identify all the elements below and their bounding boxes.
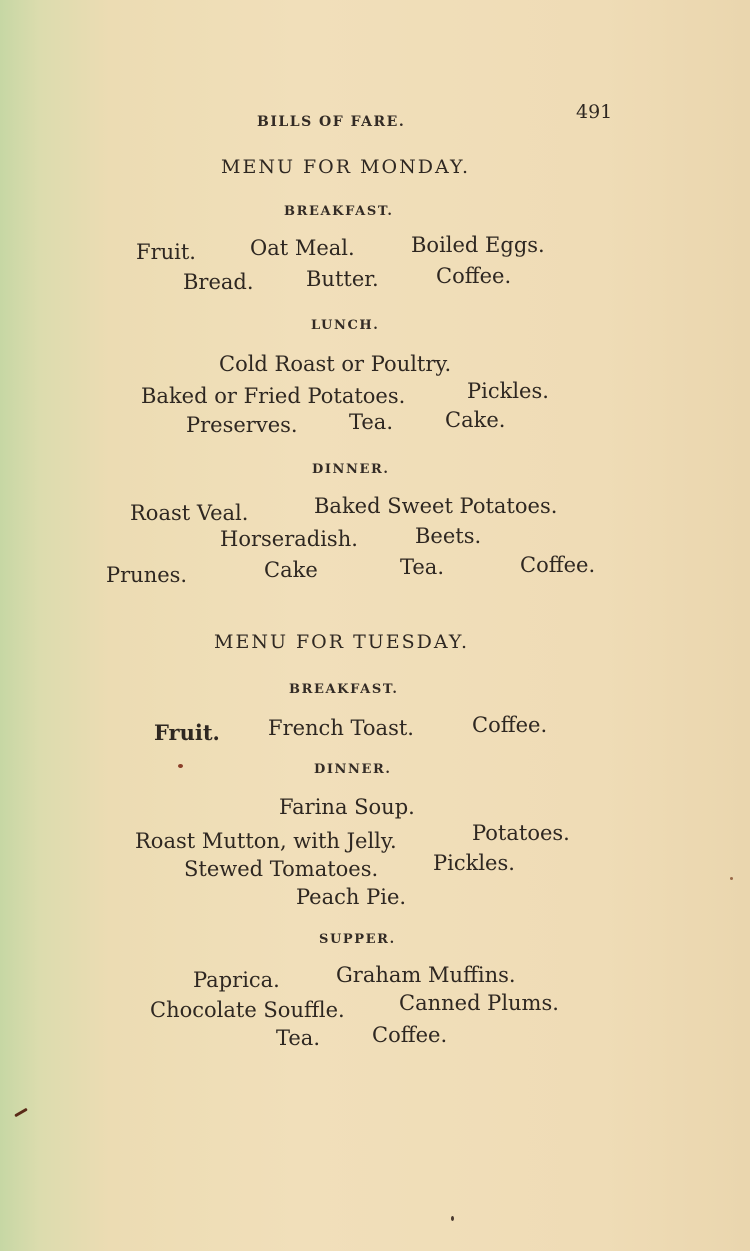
monday-breakfast-heading: BREAKFAST.	[284, 204, 394, 219]
paper-speck	[178, 764, 183, 768]
monday-lunch-item: Preserves.	[186, 413, 298, 437]
monday-dinner-item: Beets.	[415, 524, 482, 548]
monday-lunch-item: Tea.	[349, 410, 393, 434]
tuesday-breakfast-item: French Toast.	[268, 716, 414, 740]
monday-dinner-item: Horseradish.	[220, 527, 358, 551]
page-number: 491	[576, 101, 613, 123]
monday-dinner-item: Baked Sweet Potatoes.	[314, 494, 558, 518]
tuesday-dinner-item: Stewed Tomatoes.	[184, 857, 379, 881]
paper-speck	[730, 877, 733, 880]
monday-breakfast-item: Bread.	[183, 270, 254, 294]
monday-dinner-item: Roast Veal.	[130, 501, 249, 525]
monday-lunch-heading: LUNCH.	[311, 318, 380, 333]
tuesday-dinner-item: Roast Mutton, with Jelly.	[135, 829, 397, 853]
monday-dinner-heading: DINNER.	[312, 462, 390, 477]
tuesday-dinner-item: Farina Soup.	[279, 795, 415, 819]
monday-breakfast-item: Coffee.	[436, 264, 512, 288]
tuesday-dinner-item: Pickles.	[433, 851, 515, 875]
tuesday-dinner-heading: DINNER.	[314, 762, 392, 777]
tuesday-supper-item: Paprica.	[193, 968, 280, 992]
monday-lunch-item: Baked or Fried Potatoes.	[141, 384, 406, 408]
tuesday-breakfast-item: Coffee.	[472, 713, 548, 737]
tuesday-menu-title: MENU FOR TUESDAY.	[214, 631, 469, 653]
monday-lunch-item: Pickles.	[467, 379, 549, 403]
monday-menu-title: MENU FOR MONDAY.	[221, 156, 471, 178]
monday-lunch-item: Cold Roast or Poultry.	[219, 352, 452, 376]
tuesday-breakfast-item: Fruit.	[154, 720, 220, 745]
tuesday-breakfast-heading: BREAKFAST.	[289, 682, 399, 697]
running-title: BILLS OF FARE.	[257, 114, 406, 130]
monday-dinner-item: Prunes.	[106, 563, 188, 587]
monday-breakfast-item: Butter.	[306, 267, 379, 291]
paper-speck	[451, 1216, 454, 1221]
monday-breakfast-item: Boiled Eggs.	[411, 233, 545, 257]
monday-dinner-item: Tea.	[400, 555, 444, 579]
monday-dinner-item: Cake	[264, 558, 318, 582]
tuesday-dinner-item: Potatoes.	[472, 821, 570, 845]
tuesday-dinner-item: Peach Pie.	[296, 885, 407, 909]
tuesday-supper-item: Tea.	[276, 1026, 320, 1050]
monday-breakfast-item: Fruit.	[136, 240, 196, 264]
tuesday-supper-item: Canned Plums.	[399, 991, 559, 1015]
monday-dinner-item: Coffee.	[520, 553, 596, 577]
monday-breakfast-item: Oat Meal.	[250, 236, 355, 260]
tuesday-supper-heading: SUPPER.	[319, 932, 396, 947]
tuesday-supper-item: Chocolate Souffle.	[150, 998, 345, 1022]
tuesday-supper-item: Coffee.	[372, 1023, 448, 1047]
paper-speck	[14, 1108, 28, 1118]
tuesday-supper-item: Graham Muffins.	[336, 963, 516, 987]
monday-lunch-item: Cake.	[445, 408, 506, 432]
